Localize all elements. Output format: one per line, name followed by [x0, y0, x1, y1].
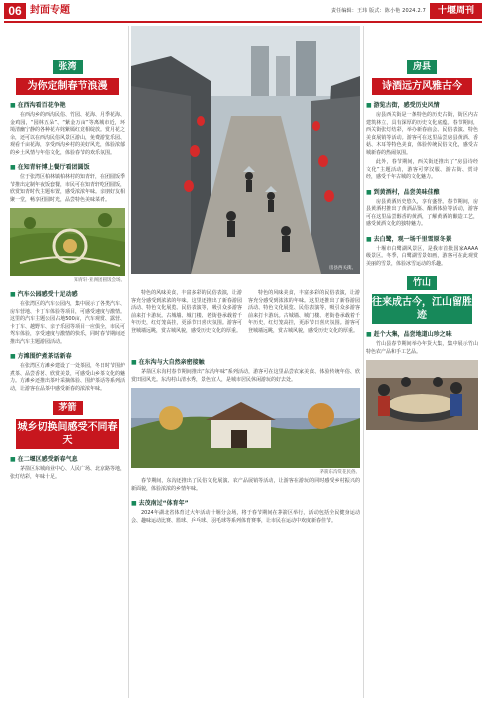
paragraph: 此外，春节期间，西关街还推出了“房县诗经文化”主题活动，游客可穿汉服、游古街、赏诗经，感受千年古城的文化魅力。 — [366, 159, 478, 180]
subhead: ■ 去白鹭，观一场千里雪原冬景 — [366, 235, 478, 244]
paragraph: 在张湾区方滩乡建设了一处茶园，冬日时节围炉煮茶、品尝香茗、欣赏美景，可感受山乡茶文化的魅力。方滩乡还推出茶叶采摘体验、围炉茶话等系列活动，让游客在品茶中感受新春的浓浓年味。 — [10, 363, 125, 392]
paragraph: 2024年湖北省体育过大年活动十堰分会场，将于春节期间在茅箭区举行，活动包括全民健身运动会、趣味运动比赛、篮球、乒乓球、羽毛球等系列体育赛事，让市民在运动中欢度新春佳节。 — [131, 510, 360, 524]
region-tag: 张湾 — [53, 60, 83, 74]
subhead: ■ 在知青轩博上餐厅看团圆饭 — [10, 163, 125, 172]
column-divider — [363, 26, 364, 698]
page-header — [0, 0, 486, 22]
center-right — [248, 288, 360, 335]
east-gully-section — [131, 352, 360, 525]
photo-caption: 知青轩·亚洲团圆饭会场。 — [74, 278, 125, 283]
paragraph: 特色的风味美食，丰富多彩的民俗表演，让游客充分感受到浓浓的年味。这里还推出了新春游园活动、特色文化展览、民俗表演等，吸引众多游客前来打卡游玩。古城墙、城门楼、老街巷承载着千年历史，红灯笼高挂，更添节日喜庆氛围。游客可登城墙远眺，赏古城风貌，感受历史文化的厚重。 — [248, 290, 360, 334]
header-rule — [4, 21, 482, 23]
subhead: ■ 在二堰区感受新春气息 — [10, 455, 125, 464]
region-tag: 竹山 — [407, 276, 437, 290]
paragraph: 茅箭区东城商业中心、人民广场、北京路等地，张灯结彩，年味十足。 — [10, 466, 125, 480]
region-ribbon: 往来成古今，江山留胜迹 — [372, 294, 472, 324]
paragraph: 在西沟乡的西沟民俗、竹园、花海、月季花海、金鸡园，“园林五朵”、“紫金万亩”等离城市近，环境清幽宁静的各种花卉姹紫嫣红竞相绽放。赏月花之余，还可以在西沟民俗风景区游山，免费游览乐园、观看千亩花海，享受西沟乡村的美好风光，体验浓郁的乡土风情与年俗文化，体验春节的欢乐氛围。 — [10, 112, 125, 156]
subhead: ■ 方滩围炉煮茶话新春 — [10, 352, 125, 361]
region-ribbon: 诗酒远方风雅古今 — [372, 78, 472, 95]
photo-market — [366, 360, 478, 430]
paragraph: 特色的风味美食，丰富多彩的民俗表演，让游客充分感受到浓浓的年味。这里还推出了新春游园活动、特色文化展览、民俗表演等，吸引众多游客前来打卡游玩。古城墙、城门楼、老街巷承载着千年历史，红灯笼高挂，更添节日喜庆氛围。游客可登城墙远眺，赏古城风貌，感受历史文化的厚重。 — [131, 290, 242, 334]
region-tag: 房县 — [407, 60, 437, 74]
hero-photo — [131, 26, 360, 320]
region-tag: 茅箭 — [53, 401, 83, 415]
region-ribbon: 城乡切换间感受不同春天 — [16, 419, 119, 449]
subhead: ■ 赶个大集，品尝地道山珍之味 — [366, 330, 478, 339]
photo-caption: 茅箭东沟赏花民俗。 — [319, 470, 360, 475]
paragraph: 房县西关街是一条特色的历史古街，街区内古建筑林立，具有深厚的历史文化底蕴。春节期间，西关街张灯结彩，举办新春庙会、民俗表演、特色美食展销等活动。游客可在这里品尝房县黄酒、香菇、木耳等特色美食，体验传统民俗文化，感受古城新春的热闹氛围。 — [366, 112, 478, 156]
region-ribbon: 为你定制春节浪漫 — [16, 78, 119, 95]
subhead: ■ 游览古街，感受历史风情 — [366, 101, 478, 110]
subhead: ■ 在东沟与大自然亲密接触 — [131, 358, 360, 367]
column-fangxian — [366, 26, 478, 698]
subhead: ■ 去茂南过“体育年” — [131, 499, 360, 508]
center-left — [131, 288, 242, 335]
brand-logo: 十堰周刊 — [430, 3, 482, 19]
paragraph: 茅箭区东沟村春节期间推出“东沟年味”系列活动，游客可在这里品尝农家美食、体验传统年俗、欣赏田园风光。东沟村山清水秀，景色宜人，是城市居民休闲游玩的好去处。 — [131, 369, 360, 383]
page-number: 06 — [4, 3, 26, 19]
photo-garden — [10, 208, 125, 276]
subhead: ■ 到黄酒村，品尝美味佳酿 — [366, 188, 478, 197]
subhead: ■ 在西沟看百花争艳 — [10, 101, 125, 110]
paragraph: 房县黄酒历史悠久，享有盛誉。春节期间，房县黄酒村推出了黄酒品鉴、酿酒体验等活动，游客可在这里品尝醇香的黄酒，了解黄酒的酿造工艺，感受黄酒文化的独特魅力。 — [366, 198, 478, 227]
paragraph: 十堰市白鹭湖风景区，是我市首批国家AAAA级景区。冬季，白鹭湖雪景如画，游客可在此观赏美丽的雪景，体验冰雪运动的乐趣。 — [366, 245, 478, 267]
paragraph: 在张湾区的汽车公园内，集中展示了各类汽车、房车营地、卡丁车体验等项目，可感受速度与激情。这里的汽车主题公园占地500亩，汽车观赏、露营、卡丁车、越野车、亲子乐园等项目一应俱全，市民可驾车体验，享受速度与激情的快乐，同时春节期间还推出汽车主题游园活动。 — [10, 301, 125, 345]
paragraph: 竹山县春节期间举办年货大集，集中展示竹山特色农产品和手工艺品。 — [366, 341, 478, 355]
column-zhangwan — [10, 26, 125, 698]
photo-caption: 房县西关街。 — [329, 266, 356, 271]
column-divider — [128, 26, 129, 698]
column-center — [131, 26, 360, 698]
paragraph: 春节期间，东沟还推出了民俗文化展演、农产品展销等活动，让游客在游玩的同时感受乡村振兴的新面貌，体验浓浓的乡情年味。 — [131, 478, 360, 492]
editor-meta: 责任编辑：王玮 版式：陈小艳 2024.2.7 — [330, 8, 426, 14]
subhead: ■ 汽车公园感受十足动感 — [10, 290, 125, 299]
paragraph: 位于张湾区柏林镇柏林村的知青轩，在团圆饭季节推出定制年夜饭套餐，市民可在知青轩吃团圆饭，欣赏知青时代主题布置，感受浓浓年味。亲朋好友相聚一堂，畅享团圆时光，品尝特色美味菜肴。 — [10, 174, 125, 203]
section-title: 封面专题 — [30, 5, 70, 16]
photo-east-gully — [131, 388, 360, 468]
